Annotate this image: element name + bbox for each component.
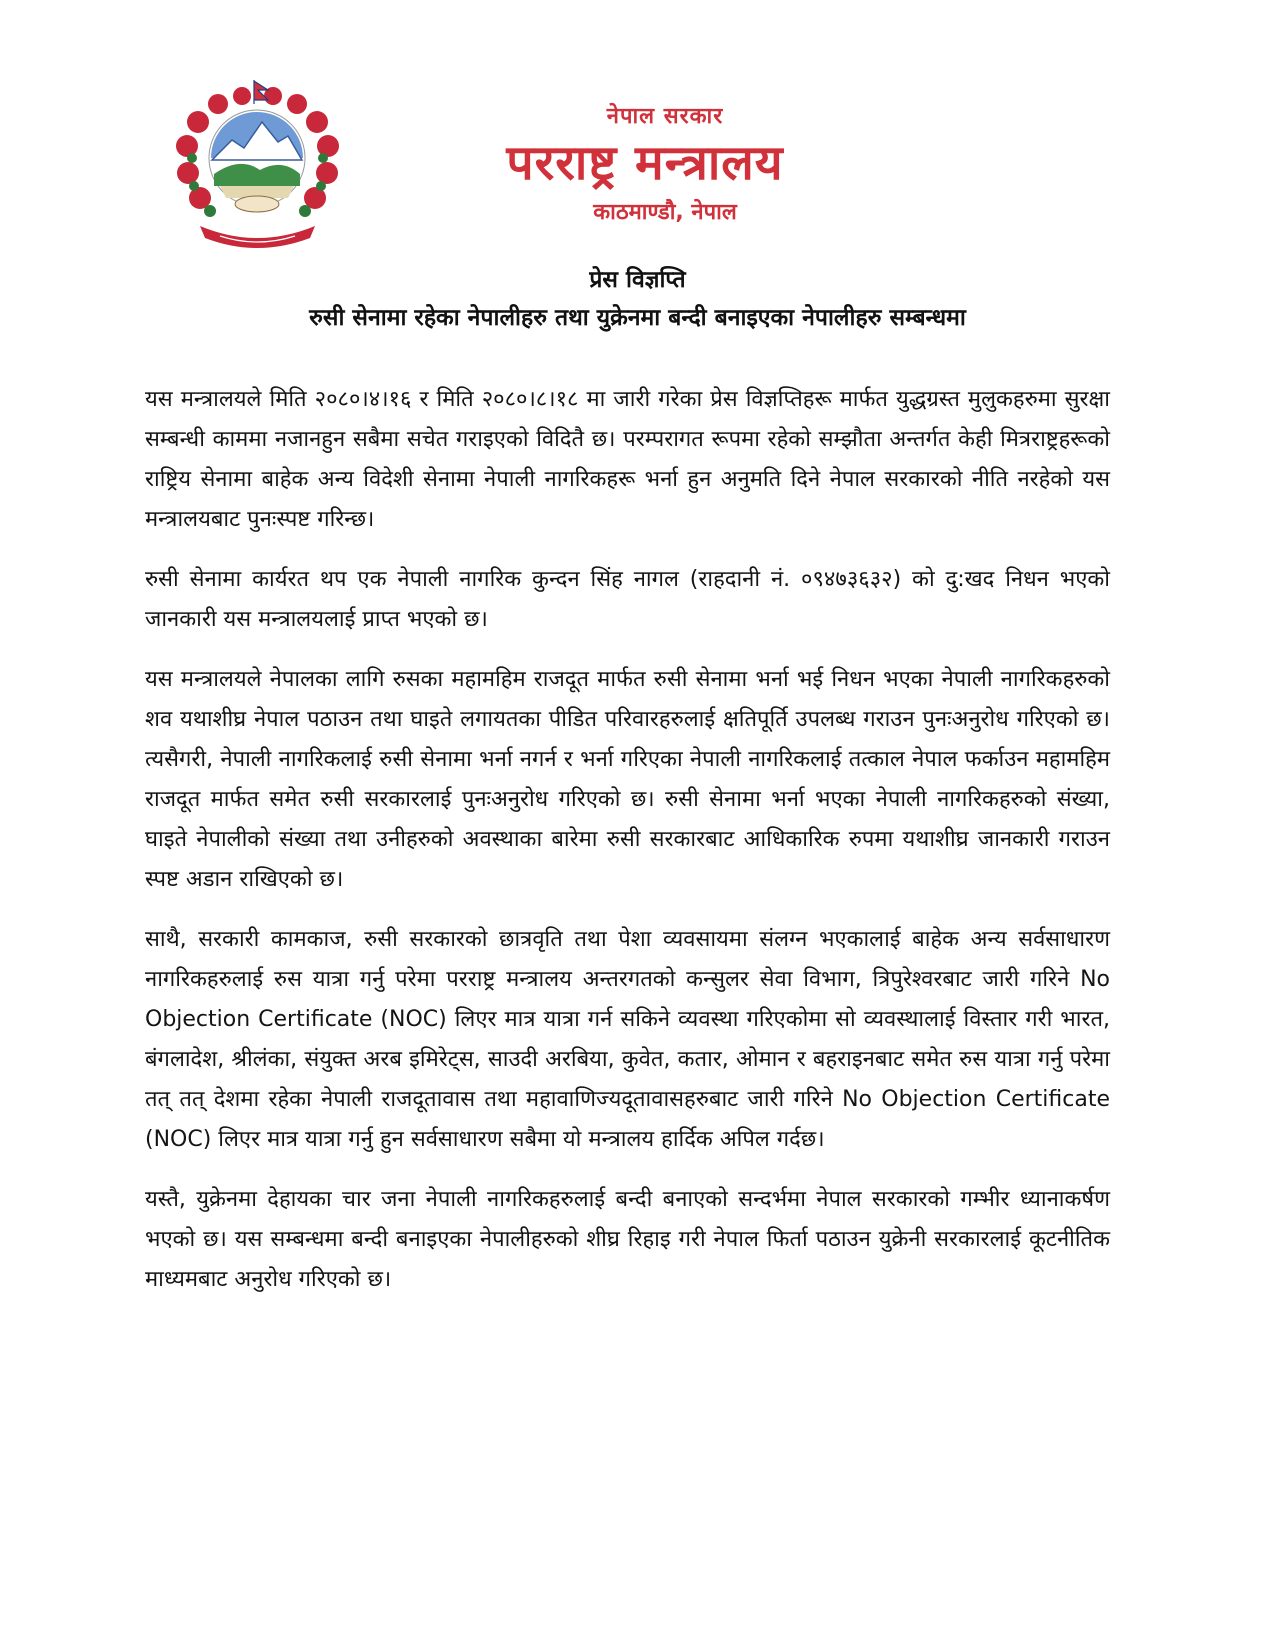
document-body — [145, 380, 1110, 1320]
document-subject: रुसी सेनामा रहेका नेपालीहरु तथा युक्रेनमा बन्दी बनाइएका नेपालीहरु सम्बन्धमा — [309, 305, 966, 331]
paragraph: यस्तै, युक्रेनमा देहायका चार जना नेपाली नागरिकहरुलाई बन्दी बनाएको सन्दर्भमा नेपाल सरकारको गम्भीर ध्यानाकर्षण भएको छ। यस सम्बन्धमा बन्दी बनाइएका नेपालीहरुको शीघ्र रिहाइ गरी नेपाल फिर्ता पठाउन युक्रेनी सरकारलाई कूटनीतिक माध्यमबाट अनुरोध गरिएको छ। — [145, 1187, 1110, 1292]
paragraph: यस मन्त्रालयले मिति २०८०।४।१६ र मिति २०८०।८।१८ मा जारी गरेका प्रेस विज्ञप्तिहरू मार्फत युद्धग्रस्त मुलुकहरुमा सुरक्षा सम्बन्धी काममा नजानहुन सबैमा सचेत गराइएको विदितै छ। परम्परागत रूपमा रहेको सम्झौता अन्तर्गत केही मित्रराष्ट्रहरूको राष्ट्रिय सेनामा बाहेक अन्य विदेशी सेनामा नेपाली नागरिकहरू भर्ना हुन अनुमति दिने नेपाल सरकारको नीति नरहेको यस मन्त्रालयबाट पुनःस्पष्ट गरिन्छ। — [145, 387, 1110, 532]
document-type: प्रेस विज्ञप्ति — [589, 267, 686, 293]
paragraph: रुसी सेनामा कार्यरत थप एक नेपाली नागरिक कुन्दन सिंह नागल (राहदानी नं. ०९४७३६३२) को दु:खद निधन भएको जानकारी यस मन्त्रालयलाई प्राप्त भएको छ। — [145, 567, 1110, 632]
letterhead — [0, 0, 1275, 250]
letterhead-text — [420, 100, 870, 226]
ministry-location: काठमाण्डौ, नेपाल — [593, 200, 737, 225]
government-name: नेपाल सरकार — [606, 104, 724, 129]
document-titles — [0, 262, 1275, 338]
paragraph: साथै, सरकारी कामकाज, रुसी सरकारको छात्रवृति तथा पेशा व्यवसायमा संलग्न भएकालाई बाहेक अन्य सर्वसाधारण नागरिकहरुलाई रुस यात्रा गर्नु परेमा परराष्ट्र मन्त्रालय अन्तरगतको कन्सुलर सेवा विभाग, त्रिपुरेश्वरबाट जारी गरिने No Objection Certificate (NOC) लिएर मात्र यात्रा गर्न सकिने व्यवस्था गरिएकोमा सो व्यवस्थालाई विस्तार गरी भारत, बंगलादेश, श्रीलंका, संयुक्त अरब इमिरेट्स, साउदी अरबिया, कुवेत, कतार, ओमान र बहराइनबाट समेत रुस यात्रा गर्नु परेमा तत् तत् देशमा रहेका नेपाली राजदूतावास तथा महावाणिज्यदूतावासहरुबाट जारी गरिने No Objection Certificate (NOC) लिएर मात्र यात्रा गर्नु हुन सर्वसाधारण सबैमा यो मन्त्रालय हार्दिक अपिल गर्दछ। — [145, 927, 1110, 1152]
paragraph: यस मन्त्रालयले नेपालका लागि रुसका महामहिम राजदूत मार्फत रुसी सेनामा भर्ना भई निधन भएका नेपाली नागरिकहरुको शव यथाशीघ्र नेपाल पठाउन तथा घाइते लगायतका पीडित परिवारहरुलाई क्षतिपूर्ति उपलब्ध गराउन पुनःअनुरोध गरिएको छ। त्यसैगरी, नेपाली नागरिकलाई रुसी सेनामा भर्ना नगर्न र भर्ना गरिएका नेपाली नागरिकलाई तत्काल नेपाल फर्काउन महामहिम राजदूत मार्फत समेत रुसी सरकारलाई पुनःअनुरोध गरिएको छ। रुसी सेनामा भर्ना भएका नेपाली नागरिकहरुको संख्या, घाइते नेपालीको संख्या तथा उनीहरुको अवस्थाका बारेमा रुसी सरकारबाट आधिकारिक रुपमा यथाशीघ्र जानकारी गराउन स्पष्ट अडान राखिएको छ। — [145, 667, 1110, 892]
nepal-coat-of-arms-icon — [170, 78, 345, 248]
ministry-name: परराष्ट्र मन्त्रालय — [506, 135, 784, 191]
